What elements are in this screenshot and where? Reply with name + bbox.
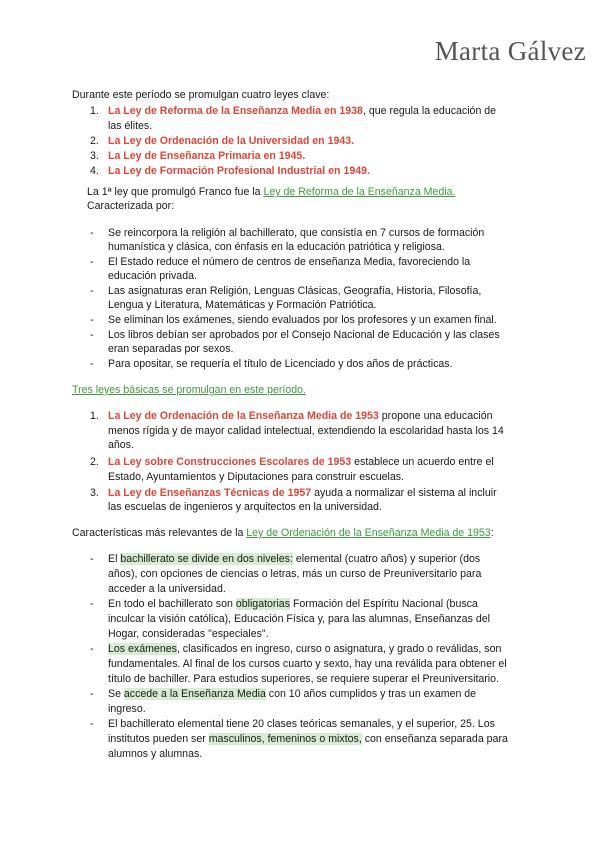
- law-name: La Ley de Reforma de la Enseñanza Media en 1938: [108, 105, 363, 117]
- bullet-text: Lengua y Literatura, Matemáticas y Formación Patriótica.: [108, 299, 377, 311]
- law-desc: ayuda a normalizar el sistema al incluir: [311, 487, 497, 499]
- bullet-dash: -: [90, 688, 94, 700]
- bullet-dash: -: [90, 256, 94, 268]
- bullet-dash: -: [90, 314, 94, 326]
- law-desc-cont: años.: [108, 439, 134, 451]
- list-number: 1.: [90, 410, 99, 422]
- law-desc-cont: Estado, Ayuntamientos y Diputaciones para construir escuelas.: [108, 471, 405, 483]
- law-name: La Ley de Formación Profesional Industrial en 1949.: [108, 165, 370, 177]
- bullet-dash: -: [90, 227, 94, 239]
- first-law-text: La 1ª ley que promulgó Franco fue la: [87, 186, 264, 198]
- bullet-text: inculcar la visión católica), Educación Física y, para las alumnas, Enseñanzas del: [108, 613, 490, 625]
- bullet-text: humanística y clásica, con énfasis en la educación patriótica y religiosa.: [108, 241, 445, 253]
- bullet-text: institutos pueden ser: [108, 733, 209, 745]
- section-3-sentence: [72, 526, 494, 541]
- bullet-text: con 10 años cumplidos y tras un examen de: [265, 688, 477, 700]
- section-3-colon: :: [490, 527, 494, 539]
- bullet-dash: -: [90, 718, 94, 730]
- bullet-text: años), con opciones de ciencias o letras, más un curso de Preuniversitario para: [108, 568, 482, 580]
- bullet-text: El: [108, 553, 121, 565]
- bullet-text: ingreso.: [108, 703, 146, 715]
- author-name: Marta Gálvez: [434, 36, 586, 66]
- bullet-text: Para opositar, se requería el título de Licenciado y dos años de prácticas.: [108, 358, 453, 370]
- law-desc: establece un acuerdo entre el: [351, 456, 494, 468]
- list-number: 2.: [90, 456, 99, 468]
- law-desc-cont: las escuelas de ingenieros y arquitectos en la universidad.: [108, 501, 382, 513]
- list-number: 2.: [90, 135, 99, 147]
- bullet-text: Hogar, consideradas "especiales".: [108, 628, 269, 640]
- bullet-dash: -: [90, 643, 94, 655]
- bullet-text: Se eliminan los exámenes, siendo evaluados por los profesores y un examen final.: [108, 314, 497, 326]
- highlight-text: bachillerato se divide en dos niveles:: [120, 553, 293, 565]
- highlight-text: accede a la Enseñanza Media: [123, 688, 266, 700]
- law-name: La Ley de Enseñanza Primaria en 1945.: [108, 150, 306, 162]
- bullet-text: título de bachiller. Para estudios superiores, se requiere superar el Preuniversitario.: [108, 673, 499, 685]
- bullet-text: Se: [108, 688, 124, 700]
- bullet-text: Formación del Espíritu Nacional (busca: [290, 598, 478, 610]
- law-name: La Ley de Ordenación de la Universidad en 1943.: [108, 135, 355, 147]
- bullet-text: , clasificados en ingreso, curso o asignatura, y grado o reválidas, son: [176, 643, 502, 655]
- law-name: La Ley de Enseñanzas Técnicas de 1957: [108, 487, 312, 499]
- bullet-text: fundamentales. Al final de los cursos cuarto y sexto, hay una reválida para obtener el: [108, 658, 507, 670]
- bullet-dash: -: [90, 553, 94, 565]
- bullet-dash: -: [90, 598, 94, 610]
- list-number: 4.: [90, 165, 99, 177]
- bullet-dash: -: [90, 329, 94, 341]
- bullet-text: Las asignaturas eran Religión, Lenguas Clásicas, Geografía, Historia, Filosofía,: [108, 285, 482, 297]
- section-3-text: Características más relevantes de la: [72, 527, 247, 539]
- list-number: 3.: [90, 487, 99, 499]
- bullet-text: con enseñanza separada para: [361, 733, 508, 745]
- intro-text: Durante este período se promulgan cuatro leyes clave:: [72, 89, 330, 101]
- bullet-text: educación privada.: [108, 270, 197, 282]
- bullet-text: acceder a la universidad.: [108, 583, 226, 595]
- bullet-text: Los libros debían ser aprobados por el Consejo Nacional de Educación y las clases: [108, 329, 500, 341]
- list-number: 3.: [90, 150, 99, 162]
- bullet-text: alumnos y alumnas.: [108, 748, 203, 760]
- bullet-text: El Estado reduce el número de centros de enseñanza Media, favoreciendo la: [108, 256, 471, 268]
- bullet-text: En todo el bachillerato son: [108, 598, 236, 610]
- law-desc: propone una educación: [378, 410, 493, 422]
- highlight-text: masculinos, femeninos o mixtos,: [208, 733, 362, 745]
- section-2-link[interactable]: Tres leyes básicas se promulgan en este período.: [72, 384, 306, 396]
- list-number: 1.: [90, 105, 99, 117]
- highlight-text: obligatorias: [235, 598, 290, 610]
- bullet-text: El bachillerato elemental tiene 20 clases teóricas semanales, y el superior, 25. Los: [108, 718, 495, 730]
- first-law-link[interactable]: Ley de Reforma de la Enseñanza Media.: [263, 186, 456, 198]
- law-desc-cont: menos rígida y de mayor calidad intelectual, extendiendo la escolaridad hasta los 14: [108, 425, 504, 437]
- section-3-link[interactable]: Ley de Ordenación de la Enseñanza Media de 1953: [246, 527, 491, 539]
- law-desc-cont: las élites.: [108, 120, 153, 132]
- bullet-text: eran separadas por sexos.: [108, 343, 234, 355]
- law-name: La Ley de Ordenación de la Enseñanza Media de 1953: [108, 410, 379, 422]
- law-desc: , que regula la educación de: [362, 105, 497, 117]
- bullet-dash: -: [90, 358, 94, 370]
- highlight-text: Los exámenes: [108, 643, 177, 655]
- bullet-text: elemental (cuatro años) y superior (dos: [292, 553, 481, 565]
- bullet-text: Se reincorpora la religión al bachillerato, que consistía en 7 cursos de formación: [108, 227, 485, 239]
- characterized-label: Caracterizada por:: [87, 200, 175, 212]
- bullet-dash: -: [90, 285, 94, 297]
- first-law-sentence: [87, 185, 455, 200]
- law-name: La Ley sobre Construcciones Escolares de 1953: [108, 456, 352, 468]
